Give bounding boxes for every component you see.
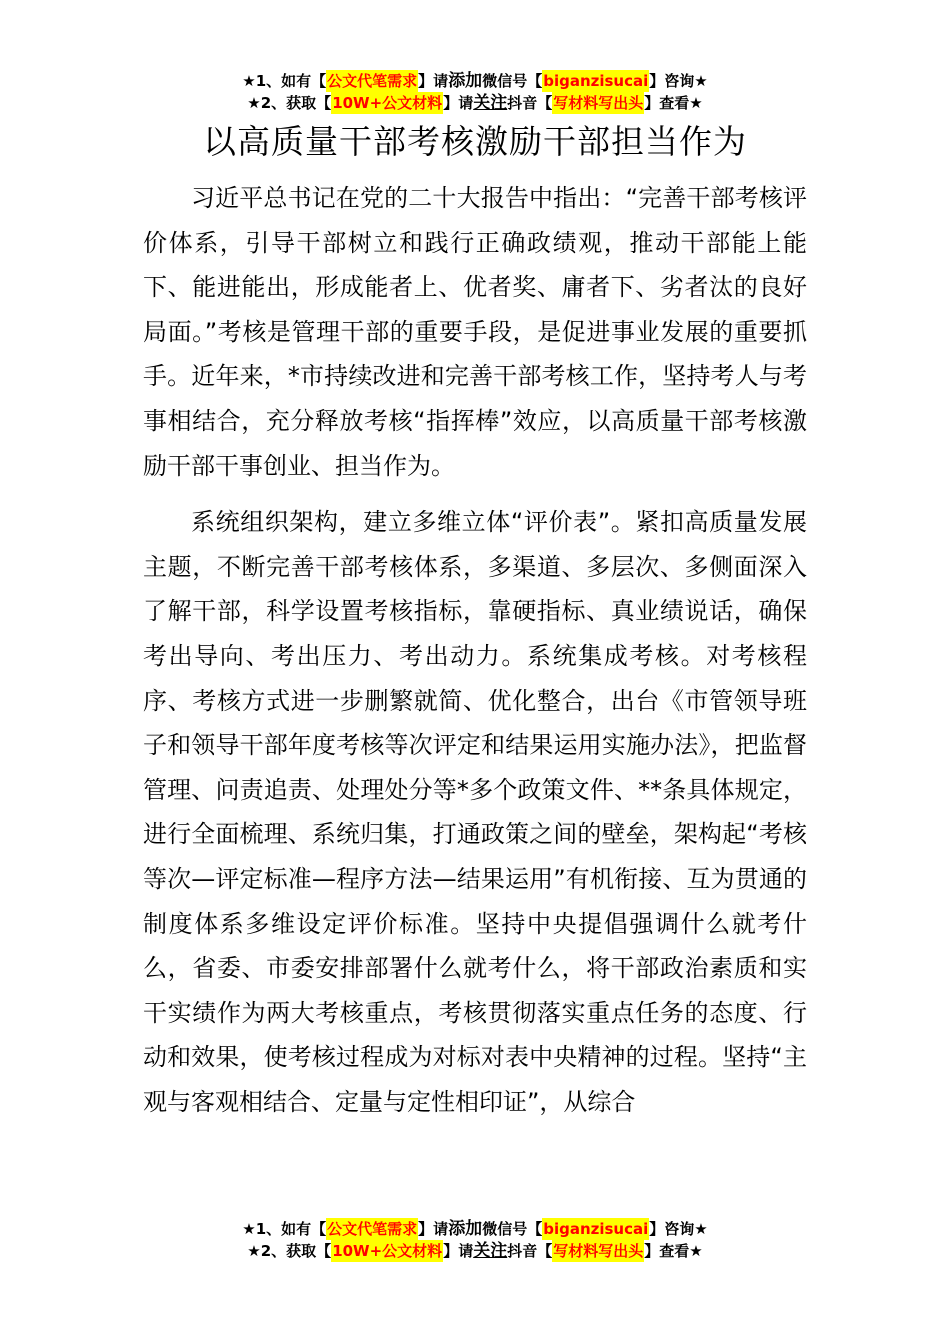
banner-text: 1、如有【 [255, 1220, 327, 1238]
highlight-douyin-id: 写材料写出头 [553, 94, 644, 112]
highlight-wechat-id: biganzisucai [543, 72, 649, 90]
banner-line-1 [0, 70, 950, 92]
banner-emphasis: 关注 [473, 1241, 508, 1261]
banner-text: 抖音【 [507, 1242, 553, 1260]
banner-text: 微信号【 [482, 1220, 543, 1238]
document-title: 以高质量干部考核激励干部担当作为 [203, 122, 747, 161]
top-banner [0, 70, 950, 114]
banner-text: 2、获取【 [260, 94, 332, 112]
star-icon: ★ [242, 72, 256, 90]
star-icon: ★ [247, 94, 261, 112]
highlight-service: 公文代笔需求 [327, 1220, 418, 1238]
banner-text: 】请 [418, 1220, 449, 1238]
banner-line-1 [0, 1218, 950, 1240]
highlight-materials: 10W+公文材料 [332, 94, 443, 112]
banner-text: 】咨询★ [649, 72, 708, 90]
banner-line-2 [0, 1240, 950, 1262]
highlight-wechat-id: biganzisucai [543, 1220, 649, 1238]
banner-text: 抖音【 [507, 94, 553, 112]
banner-text: 】请 [418, 72, 449, 90]
document-body [143, 176, 807, 1124]
banner-text: 】查看★ [644, 1242, 703, 1260]
paragraph: 系统组织架构，建立多维立体“评价表”。紧扣高质量发展主题，不断完善干部考核体系，多渠道、多层次、多侧面深入了解干部，科学设置考核指标，靠硬指标、真业绩说话，确保考出导向、考出压力、考出动力。系统集成考核。对考核程序、考核方式进一步删繁就简、优化整合，出台《市管领导班子和领导干部年度考核等次评定和结果运用实施办法》，把监督管理、问责追责、处理处分等*多个政策文件、**条具体规定，进行全面梳理、系统归集，打通政策之间的壁垒，架构起“考核等次—评定标准—程序方法—结果运用”有机衔接、互为贯通的制度体系多维设定评价标准。坚持中央提倡强调什么就考什么，省委、市委安排部署什么就考什么，将干部政治素质和实干实绩作为两大考核重点，考核贯彻落实重点任务的态度、行动和效果，使考核过程成为对标对表中央精神的过程。坚持“主观与客观相结合、定量与定性相印证”，从综合 [143, 508, 807, 1116]
star-icon: ★ [242, 1220, 256, 1238]
banner-text: 】请 [443, 1242, 474, 1260]
highlight-materials: 10W+公文材料 [332, 1242, 443, 1260]
banner-text: 】查看★ [644, 94, 703, 112]
star-icon: ★ [247, 1242, 261, 1260]
banner-emphasis: 添加 [448, 71, 483, 91]
banner-emphasis: 添加 [448, 1219, 483, 1239]
banner-text: 2、获取【 [260, 1242, 332, 1260]
paragraph: 习近平总书记在党的二十大报告中指出：“完善干部考核评价体系，引导干部树立和践行正确政绩观，推动干部能上能下、能进能出，形成能者上、优者奖、庸者下、劣者汰的良好局面。”考核是管理干部的重要手段，是促进事业发展的重要抓手。近年来，*市持续改进和完善干部考核工作，坚持考人与考事相结合，充分释放考核“指挥棒”效应，以高质量干部考核激励干部干事创业、担当作为。 [143, 184, 807, 480]
highlight-douyin-id: 写材料写出头 [553, 1242, 644, 1260]
highlight-service: 公文代笔需求 [327, 72, 418, 90]
banner-text: 1、如有【 [255, 72, 327, 90]
bottom-banner [0, 1218, 950, 1262]
banner-emphasis: 关注 [473, 93, 508, 113]
banner-line-2 [0, 92, 950, 114]
banner-text: 微信号【 [482, 72, 543, 90]
banner-text: 】请 [443, 94, 474, 112]
banner-text: 】咨询★ [649, 1220, 708, 1238]
